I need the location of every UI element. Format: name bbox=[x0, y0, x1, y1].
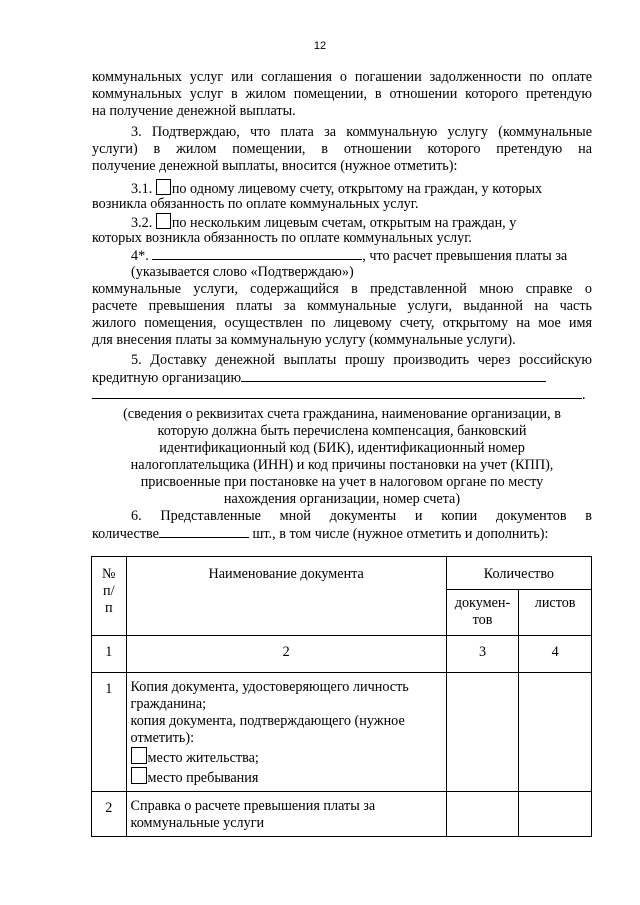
header-num: № п/п bbox=[92, 557, 127, 636]
item3-line-1: 3. Подтверждаю, что плата за коммунальную услугу (коммунальные bbox=[131, 124, 592, 140]
item5-note-4: налогоплательщика (ИНН) и код причины постановки на учет (КПП), bbox=[130, 457, 554, 473]
item5-note-6: нахождения организации, номер счета) bbox=[223, 491, 461, 507]
page-number: 12 bbox=[313, 40, 327, 52]
item4-line-2: коммунальные услуги, содержащийся в представленной мною справке о bbox=[92, 281, 592, 297]
stay-label: место пребывания bbox=[147, 770, 259, 786]
row-1-name bbox=[126, 673, 446, 792]
option-3-1-line-2: возникла обязанность по оплате коммунальных услуг. bbox=[92, 196, 419, 212]
header-qty: Количество bbox=[446, 557, 591, 590]
row-1-option-stay bbox=[131, 767, 442, 787]
option-3-2-text: по нескольким лицевым счетам, открытым на граждан, у bbox=[171, 215, 517, 231]
row-2-num: 2 bbox=[92, 792, 127, 837]
colnum-1: 1 bbox=[92, 636, 127, 673]
item4-line-5: для внесения платы за коммунальную услугу (коммунальные услуги). bbox=[92, 332, 516, 348]
header-sheets: листов bbox=[519, 590, 592, 636]
row-2-name: Справка о расчете превышения платы за коммунальные услуги bbox=[126, 792, 446, 837]
item4-line-4: жилого помещения, осуществлен по лицевому счету, открытому на мое имя bbox=[92, 315, 592, 331]
header-docs: докумен-тов bbox=[446, 590, 519, 636]
item6-line-2-prefix: количестве bbox=[92, 526, 159, 542]
item5-note-3: идентификационный код (БИК), идентификационный номер bbox=[159, 440, 525, 456]
documents-table bbox=[91, 556, 592, 837]
option-3-1-number: 3.1. bbox=[131, 181, 153, 197]
row-1-num: 1 bbox=[92, 673, 127, 792]
row-1-line-1: Копия документа, удостоверяющего личность гражданина; bbox=[130, 679, 409, 712]
item4-after-blank: , что расчет превышения платы за bbox=[362, 248, 568, 264]
item5-end-mark: . bbox=[582, 387, 586, 403]
item5-note-1: (сведения о реквизитах счета гражданина, наименование организации, в bbox=[123, 406, 561, 422]
table-row bbox=[92, 673, 592, 792]
item5-line-3 bbox=[92, 386, 592, 404]
colnum-2: 2 bbox=[126, 636, 446, 673]
option-3-2-line-2: которых возникла обязанность по оплате коммунальных услуг. bbox=[92, 230, 472, 246]
row-1-sheets[interactable] bbox=[519, 673, 592, 792]
documents-count-field[interactable] bbox=[159, 525, 249, 538]
colnum-3: 3 bbox=[446, 636, 519, 673]
table-colnum-row bbox=[92, 636, 592, 673]
table-row bbox=[92, 792, 592, 837]
intro-line-2: коммунальных услуг в жилом помещении, в отношении которого претендую bbox=[92, 86, 592, 102]
item4-hint: (указывается слово «Подтверждаю») bbox=[131, 264, 354, 280]
row-1-docs[interactable] bbox=[446, 673, 519, 792]
item5-line-1: 5. Доставку денежной выплаты прошу производить через российскую bbox=[131, 352, 592, 368]
option-3-2-checkbox[interactable] bbox=[156, 213, 171, 229]
bank-details-field[interactable] bbox=[92, 386, 582, 399]
item5-note-2: которую должна быть перечислена компенсация, банковский bbox=[157, 423, 527, 439]
option-3-1-checkbox[interactable] bbox=[156, 179, 171, 195]
residence-label: место жительства; bbox=[147, 750, 259, 766]
residence-checkbox[interactable] bbox=[131, 747, 147, 764]
bank-organization-field[interactable] bbox=[241, 369, 546, 382]
row-2-sheets[interactable] bbox=[519, 792, 592, 837]
item4-number: 4*. bbox=[131, 248, 149, 264]
header-name: Наименование документа bbox=[126, 557, 446, 636]
row-2-docs[interactable] bbox=[446, 792, 519, 837]
item5-note-5: присвоенные при постановке на учет в налоговом органе по месту bbox=[140, 474, 544, 490]
item6-line-2-suffix: шт., в том числе (нужное отметить и дополнить): bbox=[248, 526, 549, 542]
colnum-4: 4 bbox=[519, 636, 592, 673]
option-3-2-number: 3.2. bbox=[131, 215, 153, 231]
intro-line-3: на получение денежной выплаты. bbox=[92, 103, 296, 119]
item3-line-2: услуги) в жилом помещении, в отношении которого претендую на bbox=[92, 141, 592, 157]
intro-line-1: коммунальных услуг или соглашения о погашении задолженности по оплате bbox=[92, 69, 592, 85]
item4-line-3: расчете превышения платы за коммунальные услуги, выданной на часть bbox=[92, 298, 592, 314]
table-header-row bbox=[92, 557, 592, 590]
confirm-word-field[interactable] bbox=[152, 247, 362, 260]
item3-line-3: получение денежной выплаты, вносится (нужное отметить): bbox=[92, 158, 458, 174]
row-1-option-residence bbox=[131, 747, 442, 767]
row-1-line-2: копия документа, подтверждающего (нужное отметить): bbox=[130, 713, 405, 746]
item6-line-1: 6. Представленные мной документы и копии документов в bbox=[131, 508, 592, 524]
option-3-1-text: по одному лицевому счету, открытому на граждан, у которых bbox=[171, 181, 543, 197]
item5-line-2-prefix: кредитную организацию bbox=[92, 370, 242, 386]
item4-line-1 bbox=[131, 247, 592, 265]
item5-line-2 bbox=[92, 369, 592, 387]
stay-checkbox[interactable] bbox=[131, 767, 147, 784]
item6-line-2 bbox=[92, 525, 592, 543]
